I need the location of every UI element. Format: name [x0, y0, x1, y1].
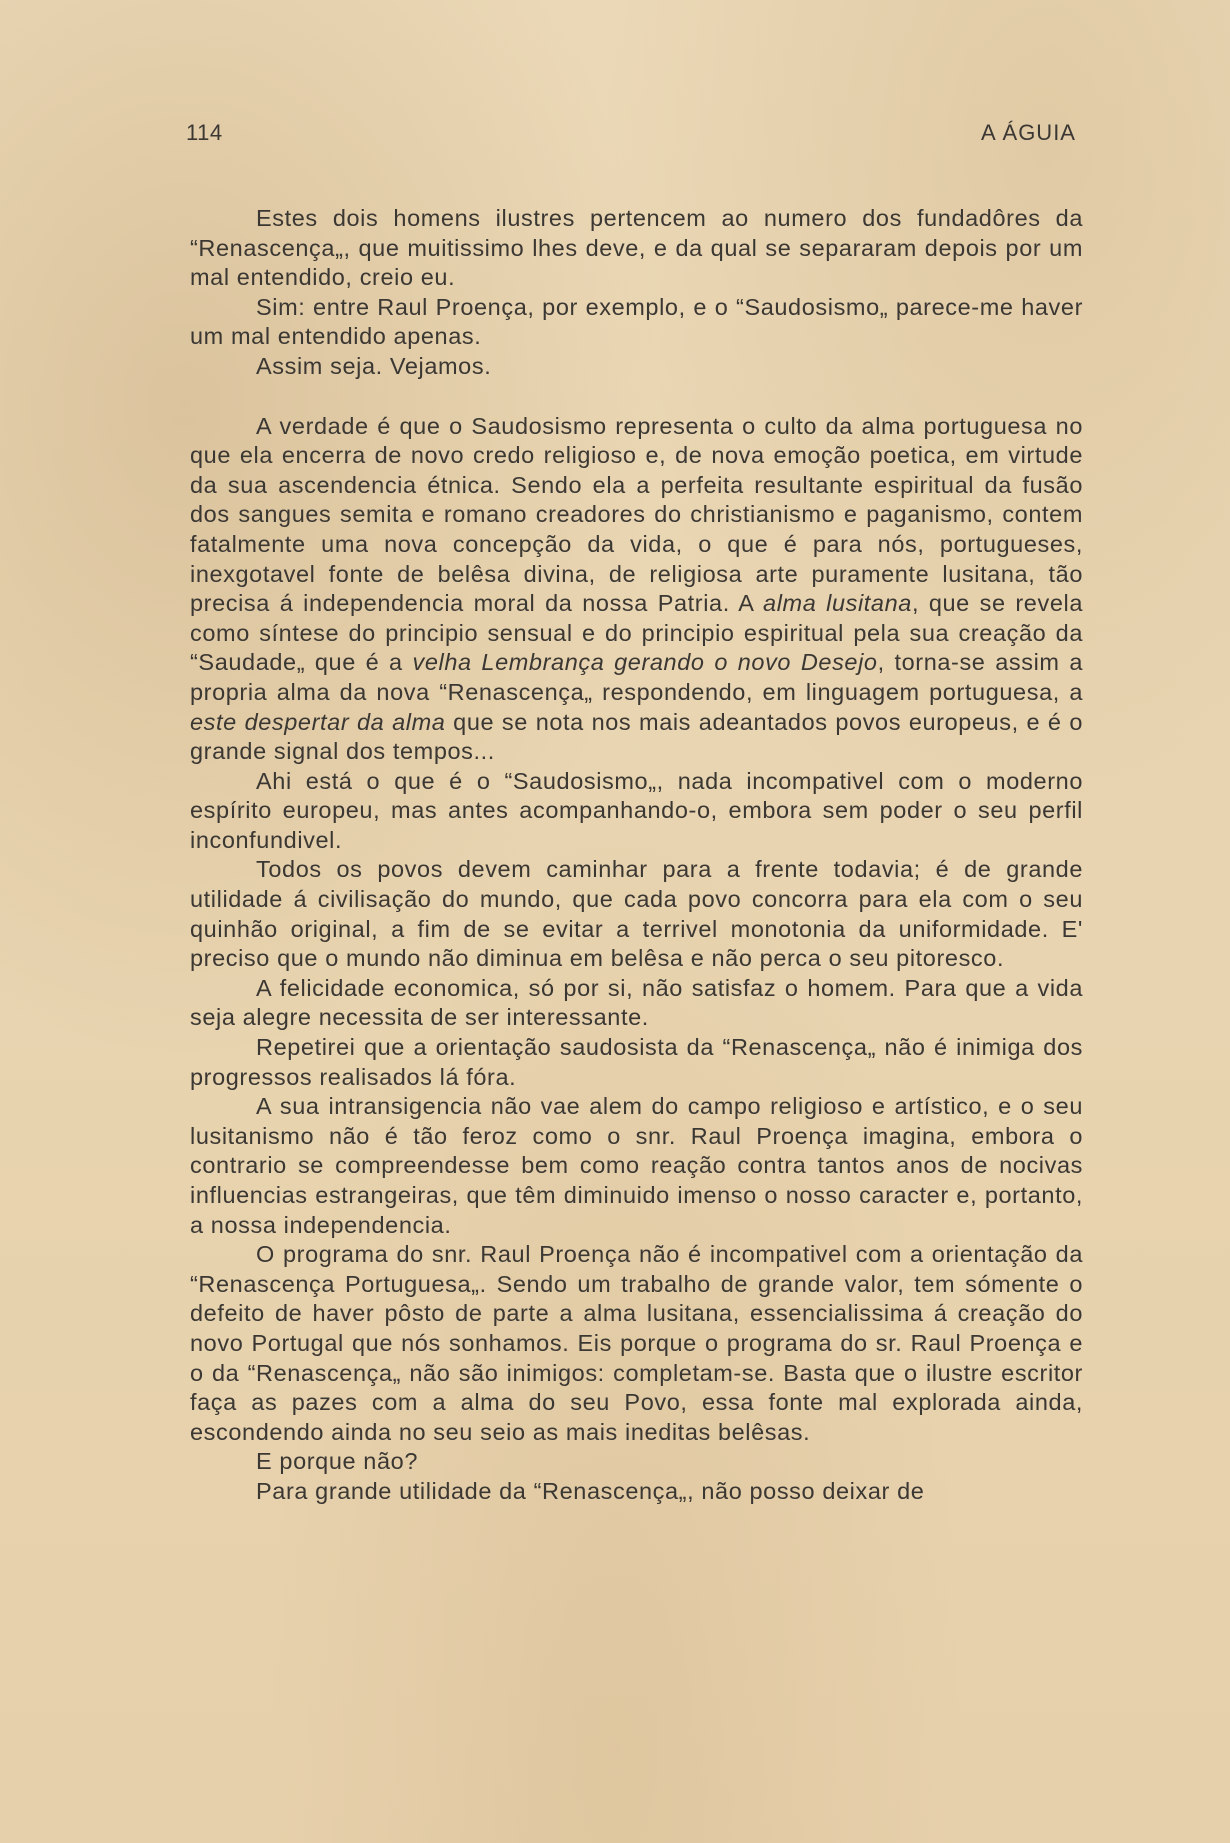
paragraph-text: E porque não? — [256, 1448, 418, 1475]
page-number: 114 — [186, 120, 223, 145]
paragraph-text: A felicidade economica, só por si, não satisfaz o homem. Para que a vida seja alegre necessita de ser interessante. — [190, 974, 1083, 1031]
paragraph-9 — [190, 1092, 1083, 1240]
paragraph-text: , que se revela como síntese do principio sensual e do principio espiritual pela sua creação da “Saudade„ que é a — [190, 590, 1083, 676]
paragraph-text: Todos os povos devem caminhar para a frente todavia; é de grande utilidade á civilisação do mundo, que cada povo concorra para ela com o seu quinhão original, a fim de se evitar a terrivel monotonia da uniformidade. E' preciso que o mundo não diminua em belêsa e não perca o seu pitoresco. — [190, 856, 1083, 972]
article-body — [190, 204, 1083, 1507]
paragraph-text: Estes dois homens ilustres pertencem ao numero dos fundadôres da “Renascença„, que muitissimo lhes deve, e da qual se separaram depois por um mal entendido, creio eu. — [190, 205, 1083, 291]
journal-title: A ÁGUIA — [980, 120, 1076, 145]
paragraph-2 — [190, 293, 1083, 352]
paragraph-text: A verdade é que o Saudosismo representa o culto da alma portuguesa no que ela encerra de novo credo religioso e, de nova emoção poetica, em virtude da sua ascendencia étnica. Sendo ela a perfeita resultante espiritual da fusão dos sangues semita e romano creadores do christianismo e paganismo, contem fatalmente uma nova concepção da vida, o que é para nós, portugueses, inexgotavel fonte de belêsa divina, de religiosa arte puramente lusitana, tão precisa á independencia moral da nossa Patria. A — [190, 412, 1083, 617]
paragraph-text: Assim seja. Vejamos. — [256, 352, 492, 379]
paragraph-6 — [190, 855, 1083, 973]
paragraph-text: que se nota nos mais adeantados povos europeus, e é o grande signal dos tempos... — [190, 708, 1083, 765]
paragraph-7 — [190, 974, 1083, 1033]
paragraph-text: , torna-se assim a propria alma da nova “Renascença„ respondendo, em linguagem portuguesa, a — [190, 649, 1084, 705]
running-head — [186, 120, 1076, 150]
paragraph-5 — [190, 767, 1083, 856]
paragraph-8 — [190, 1033, 1083, 1092]
italic-phrase: este despertar da alma — [190, 708, 446, 735]
paragraph-11 — [190, 1447, 1083, 1477]
paragraph-12 — [190, 1477, 1083, 1507]
paragraph-text: O programa do snr. Raul Proença não é incompativel com a orientação da “Renascença Portuguesa„. Sendo um trabalho de grande valor, tem sómente o defeito de haver pôsto de parte a alma lusitana, essencialissima á creação do novo Portugal que nós sonhamos. Eis porque o programa do sr. Raul Proença e o da “Renascença„ não são inimigos: completam-se. Basta que o ilustre escritor faça as pazes com a alma do seu Povo, essa fonte mal explorada ainda, escondendo ainda no seu seio as mais ineditas belêsas. — [190, 1241, 1083, 1445]
italic-phrase: alma lusitana — [763, 590, 912, 617]
paragraph-text: Repetirei que a orientação saudosista da “Renascença„ não é inimiga dos progressos realisados lá fóra. — [190, 1034, 1083, 1090]
paragraph-1 — [190, 204, 1083, 293]
italic-phrase: velha Lembrança gerando o novo Desejo — [412, 649, 878, 676]
paragraph-3 — [190, 352, 1083, 382]
paragraph-text: A sua intransigencia não vae alem do campo religioso e artístico, e o seu lusitanismo não é tão feroz como o snr. Raul Proença imagina, embora o contrario se compreendesse bem como reação contra tantos anos de nocivas influencias estrangeiras, que têm diminuido imenso o nosso caracter e, portanto, a nossa independencia. — [190, 1093, 1083, 1238]
paragraph-text: Para grande utilidade da “Renascença„, não posso deixar de — [256, 1477, 925, 1504]
paragraph-text: Ahi está o que é o “Saudosismo„, nada incompativel com o moderno espírito europeu, mas antes acompanhando-o, embora sem poder o seu perfil inconfundivel. — [190, 767, 1083, 853]
paragraph-10 — [190, 1240, 1083, 1447]
paragraph-4 — [190, 412, 1083, 767]
paragraph-text: Sim: entre Raul Proença, por exemplo, e o “Saudosismo„ parece-me haver um mal entendido apenas. — [190, 293, 1083, 350]
